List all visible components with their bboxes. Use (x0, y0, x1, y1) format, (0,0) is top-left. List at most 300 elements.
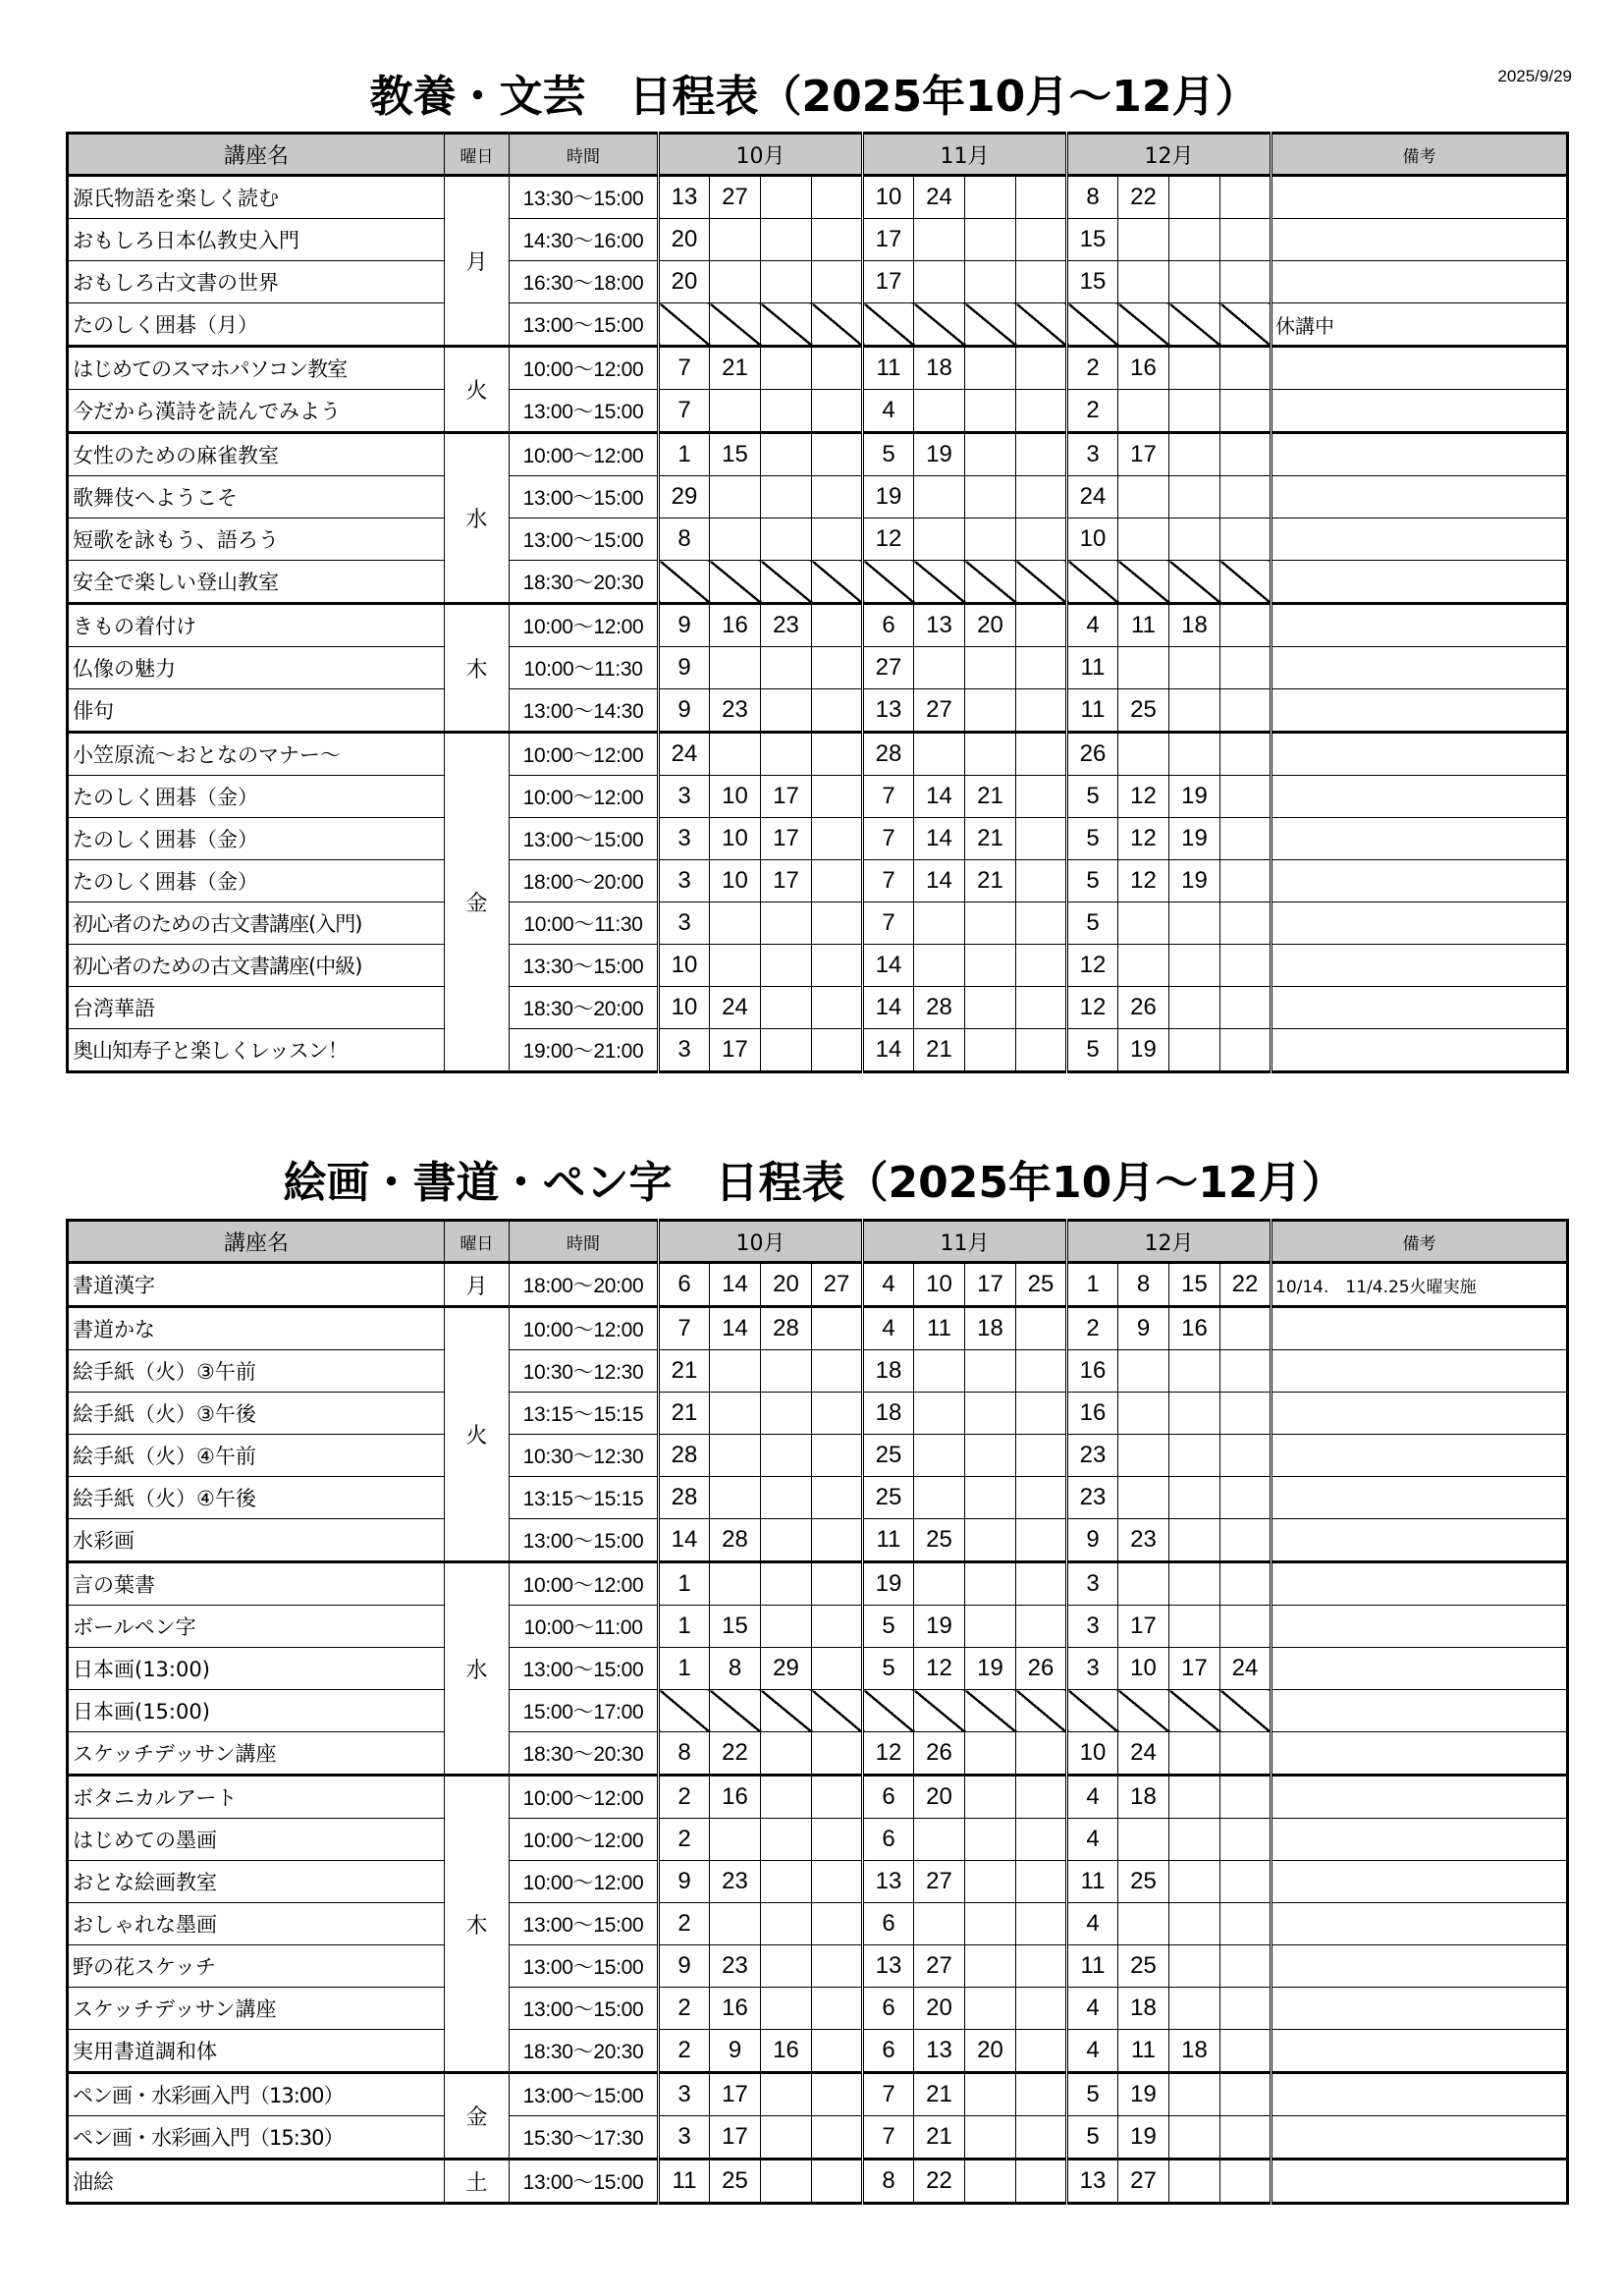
session-date: 10 (1067, 1732, 1118, 1776)
remarks-cell (1271, 219, 1568, 261)
session-date (965, 1562, 1016, 1606)
session-date (965, 987, 1016, 1029)
session-date (1016, 519, 1067, 561)
session-date (761, 1819, 812, 1861)
session-date: 5 (1067, 860, 1118, 902)
table-row (68, 987, 1568, 1029)
session-date: 7 (863, 776, 914, 818)
session-date (914, 1562, 965, 1606)
session-date: 1 (1067, 1263, 1118, 1307)
session-date (965, 1903, 1016, 1945)
session-date: 17 (1169, 1648, 1220, 1690)
session-date (812, 1307, 863, 1350)
session-date (710, 219, 761, 261)
session-date: 25 (863, 1435, 914, 1477)
session-date (1118, 945, 1169, 987)
session-date: 7 (863, 2073, 914, 2116)
session-date (1169, 261, 1220, 303)
session-date: 22 (710, 1732, 761, 1776)
course-name: ペン画・水彩画入門（15:30） (68, 2116, 445, 2159)
session-date: 19 (863, 1562, 914, 1606)
session-date: 11 (1067, 689, 1118, 733)
session-date: 21 (914, 2073, 965, 2116)
session-date: 14 (710, 1307, 761, 1350)
session-date: 27 (863, 647, 914, 689)
remarks-cell (1271, 561, 1568, 604)
session-date (761, 733, 812, 776)
session-date (914, 390, 965, 433)
remarks-cell (1271, 860, 1568, 902)
remarks-cell (1271, 1029, 1568, 1072)
header-remarks: 備考 (1271, 134, 1568, 176)
session-date: 23 (761, 604, 812, 647)
time-slot: 10:00～11:30 (510, 902, 659, 945)
schedule-table-painting-calligraphy (66, 1219, 1569, 2205)
remarks-cell (1271, 347, 1568, 390)
table-row (68, 1519, 1568, 1562)
session-date (1118, 733, 1169, 776)
session-date (1220, 1861, 1271, 1903)
remarks-cell (1271, 1477, 1568, 1519)
session-date (761, 561, 812, 604)
session-date: 5 (1067, 902, 1118, 945)
session-date (965, 2159, 1016, 2204)
session-date: 14 (914, 776, 965, 818)
session-date (1169, 2116, 1220, 2159)
session-date: 28 (761, 1307, 812, 1350)
session-date: 24 (710, 987, 761, 1029)
session-date (1016, 1350, 1067, 1393)
session-date: 9 (710, 2030, 761, 2073)
session-date: 1 (659, 1648, 710, 1690)
time-slot: 18:00～20:00 (510, 860, 659, 902)
time-slot: 10:30～12:30 (510, 1435, 659, 1477)
remarks-cell (1271, 987, 1568, 1029)
session-date: 9 (659, 1861, 710, 1903)
remarks-cell (1271, 1819, 1568, 1861)
session-date (1220, 390, 1271, 433)
session-date: 25 (1118, 1861, 1169, 1903)
session-date: 10 (1118, 1648, 1169, 1690)
header-month: 10月 (659, 134, 863, 176)
course-name: 台湾華語 (68, 987, 445, 1029)
session-date: 14 (863, 987, 914, 1029)
session-date: 16 (710, 1988, 761, 2030)
session-date (1118, 261, 1169, 303)
session-date (914, 219, 965, 261)
session-date (863, 303, 914, 347)
time-slot: 13:00～15:00 (510, 303, 659, 347)
session-date: 23 (1067, 1477, 1118, 1519)
table-row (68, 561, 1568, 604)
session-date (965, 561, 1016, 604)
session-date (761, 1903, 812, 1945)
time-slot: 13:00～14:30 (510, 689, 659, 733)
header-row (68, 134, 1568, 176)
session-date (914, 945, 965, 987)
session-date (812, 1819, 863, 1861)
session-date (710, 1350, 761, 1393)
session-date: 12 (1118, 860, 1169, 902)
session-date (1169, 219, 1220, 261)
session-date: 20 (965, 2030, 1016, 2073)
session-date: 27 (914, 1861, 965, 1903)
session-date (761, 347, 812, 390)
session-date (1220, 818, 1271, 860)
session-date: 24 (1220, 1648, 1271, 1690)
table-row (68, 1690, 1568, 1732)
session-date: 9 (1067, 1519, 1118, 1562)
session-date: 12 (1067, 987, 1118, 1029)
session-date (1169, 1861, 1220, 1903)
session-date (812, 1519, 863, 1562)
session-date (710, 647, 761, 689)
table-row (68, 2073, 1568, 2116)
course-name: 油絵 (68, 2159, 445, 2204)
session-date (812, 561, 863, 604)
session-date (812, 2159, 863, 2204)
time-slot: 16:30～18:00 (510, 261, 659, 303)
session-date: 17 (761, 860, 812, 902)
session-date (812, 1562, 863, 1606)
course-name: 日本画(15:00) (68, 1690, 445, 1732)
remarks-cell (1271, 2116, 1568, 2159)
course-name: 書道漢字 (68, 1263, 445, 1307)
session-date: 23 (710, 1861, 761, 1903)
session-date (965, 1519, 1016, 1562)
session-date (761, 689, 812, 733)
session-date (965, 1029, 1016, 1072)
session-date (1016, 476, 1067, 519)
session-date (965, 647, 1016, 689)
weekday-cell: 木 (445, 604, 510, 733)
session-date: 20 (761, 1263, 812, 1307)
table-row (68, 1393, 1568, 1435)
session-date (863, 1690, 914, 1732)
session-date (965, 1690, 1016, 1732)
session-date (965, 347, 1016, 390)
session-date (1220, 1029, 1271, 1072)
session-date: 21 (965, 860, 1016, 902)
remarks-cell (1271, 1519, 1568, 1562)
table-row (68, 1562, 1568, 1606)
remarks-cell (1271, 1648, 1568, 1690)
session-date: 24 (1118, 1732, 1169, 1776)
session-date (1067, 1690, 1118, 1732)
session-date (1169, 987, 1220, 1029)
table-row (68, 689, 1568, 733)
session-date: 26 (1016, 1648, 1067, 1690)
session-date (812, 1029, 863, 1072)
session-date (1016, 1519, 1067, 1562)
session-date: 14 (914, 860, 965, 902)
session-date: 5 (1067, 1029, 1118, 1072)
session-date (1016, 1945, 1067, 1988)
course-name: たのしく囲碁（月） (68, 303, 445, 347)
session-date (761, 647, 812, 689)
session-date (1169, 902, 1220, 945)
session-date (1118, 1562, 1169, 1606)
time-slot: 19:00～21:00 (510, 1029, 659, 1072)
session-date (1220, 733, 1271, 776)
session-date (1220, 347, 1271, 390)
course-name: 小笠原流～おとなのマナー～ (68, 733, 445, 776)
session-date (965, 1606, 1016, 1648)
weekday-cell: 金 (445, 733, 510, 1072)
session-date (1220, 1350, 1271, 1393)
session-date (965, 390, 1016, 433)
session-date (1016, 945, 1067, 987)
session-date: 4 (1067, 1903, 1118, 1945)
session-date (1016, 776, 1067, 818)
session-date: 13 (863, 1945, 914, 1988)
table-row (68, 945, 1568, 987)
section-title-liberal-arts: 教養・文芸 日程表（2025年10月～12月） (369, 72, 1259, 122)
session-date: 10 (659, 987, 710, 1029)
remarks-cell (1271, 2073, 1568, 2116)
table-row (68, 818, 1568, 860)
session-date (1220, 1776, 1271, 1819)
weekday-cell: 木 (445, 1776, 510, 2073)
session-date: 21 (659, 1350, 710, 1393)
session-date (761, 1562, 812, 1606)
session-date: 5 (1067, 2073, 1118, 2116)
session-date (1169, 303, 1220, 347)
time-slot: 13:15～15:15 (510, 1393, 659, 1435)
session-date: 22 (1220, 1263, 1271, 1307)
session-date (1016, 1606, 1067, 1648)
time-slot: 10:30～12:30 (510, 1350, 659, 1393)
session-date (1169, 519, 1220, 561)
session-date (812, 347, 863, 390)
session-date (1220, 689, 1271, 733)
session-date (1016, 1776, 1067, 1819)
session-date: 2 (1067, 347, 1118, 390)
session-date (710, 945, 761, 987)
course-name: 奥山知寿子と楽しくレッスン！ (68, 1029, 445, 1072)
session-date (914, 1903, 965, 1945)
session-date: 4 (1067, 1988, 1118, 2030)
session-date (1016, 1861, 1067, 1903)
session-date (1016, 1732, 1067, 1776)
course-name: おしゃれな墨画 (68, 1903, 445, 1945)
course-name: 歌舞伎へようこそ (68, 476, 445, 519)
course-name: 初心者のための古文書講座(中級) (68, 945, 445, 987)
session-date (761, 1029, 812, 1072)
session-date (1016, 1690, 1067, 1732)
session-date (1016, 1562, 1067, 1606)
session-date (914, 519, 965, 561)
session-date (1016, 1307, 1067, 1350)
session-date: 20 (965, 604, 1016, 647)
session-date (1169, 390, 1220, 433)
session-date (914, 647, 965, 689)
session-date (1016, 1435, 1067, 1477)
session-date: 6 (863, 1819, 914, 1861)
course-name: おもしろ古文書の世界 (68, 261, 445, 303)
session-date: 5 (1067, 2116, 1118, 2159)
session-date (1016, 561, 1067, 604)
weekday-cell: 土 (445, 2159, 510, 2204)
remarks-cell: 10/14. 11/4.25火曜実施 (1271, 1263, 1568, 1307)
session-date: 22 (914, 2159, 965, 2204)
session-date: 14 (914, 818, 965, 860)
session-date: 3 (659, 2073, 710, 2116)
session-date: 19 (863, 476, 914, 519)
course-name: 絵手紙（火）③午前 (68, 1350, 445, 1393)
session-date: 6 (863, 1903, 914, 1945)
session-date (1220, 1562, 1271, 1606)
weekday-cell: 火 (445, 1307, 510, 1562)
session-date: 16 (1118, 347, 1169, 390)
session-date (1118, 476, 1169, 519)
session-date: 28 (710, 1519, 761, 1562)
session-date: 13 (1067, 2159, 1118, 2204)
session-date (863, 561, 914, 604)
session-date (710, 1903, 761, 1945)
remarks-cell (1271, 902, 1568, 945)
course-name: はじめてのスマホパソコン教室 (68, 347, 445, 390)
session-date: 12 (863, 1732, 914, 1776)
session-date: 12 (1067, 945, 1118, 987)
session-date (1118, 303, 1169, 347)
session-date: 2 (659, 2030, 710, 2073)
session-date: 5 (863, 1648, 914, 1690)
session-date (761, 1519, 812, 1562)
session-date (965, 2116, 1016, 2159)
session-date (1016, 987, 1067, 1029)
session-date: 3 (1067, 1648, 1118, 1690)
session-date (965, 733, 1016, 776)
table-row (68, 1903, 1568, 1945)
session-date: 24 (1067, 476, 1118, 519)
session-date (812, 1776, 863, 1819)
session-date (1169, 1393, 1220, 1435)
session-date (1220, 945, 1271, 987)
session-date (1220, 2116, 1271, 2159)
session-date: 16 (1067, 1350, 1118, 1393)
header-weekday: 曜日 (445, 134, 510, 176)
session-date (1016, 390, 1067, 433)
time-slot: 10:00～12:00 (510, 776, 659, 818)
session-date (1220, 1606, 1271, 1648)
session-date: 28 (914, 987, 965, 1029)
table-row (68, 1776, 1568, 1819)
session-date: 25 (1016, 1263, 1067, 1307)
session-date (1016, 1393, 1067, 1435)
session-date: 22 (1118, 176, 1169, 219)
session-date (1016, 1029, 1067, 1072)
time-slot: 13:15～15:15 (510, 1477, 659, 1519)
session-date (812, 860, 863, 902)
session-date (812, 1690, 863, 1732)
remarks-cell (1271, 261, 1568, 303)
course-name: 安全で楽しい登山教室 (68, 561, 445, 604)
session-date: 28 (659, 1435, 710, 1477)
table-row (68, 347, 1568, 390)
session-date: 21 (659, 1393, 710, 1435)
session-date (965, 261, 1016, 303)
time-slot: 10:00～12:00 (510, 433, 659, 476)
session-date (1220, 1519, 1271, 1562)
session-date: 25 (1118, 689, 1169, 733)
session-date (965, 1350, 1016, 1393)
session-date (914, 1350, 965, 1393)
time-slot: 13:00～15:00 (510, 2073, 659, 2116)
table-row (68, 1606, 1568, 1648)
session-date (812, 176, 863, 219)
session-date (1220, 219, 1271, 261)
table-row (68, 647, 1568, 689)
session-date (1016, 261, 1067, 303)
session-date (761, 2073, 812, 2116)
header-month: 11月 (863, 1221, 1067, 1263)
table-row (68, 1945, 1568, 1988)
session-date: 19 (1118, 1029, 1169, 1072)
session-date: 7 (863, 2116, 914, 2159)
session-date (1016, 176, 1067, 219)
session-date (1169, 1945, 1220, 1988)
remarks-cell (1271, 176, 1568, 219)
session-date (1169, 647, 1220, 689)
table-row (68, 1263, 1568, 1307)
session-date: 18 (914, 347, 965, 390)
remarks-cell (1271, 945, 1568, 987)
session-date: 13 (914, 2030, 965, 2073)
session-date (761, 1945, 812, 1988)
course-name: 日本画(13:00) (68, 1648, 445, 1690)
session-date: 12 (914, 1648, 965, 1690)
session-date (812, 689, 863, 733)
session-date: 29 (761, 1648, 812, 1690)
table-row (68, 1648, 1568, 1690)
course-name: 女性のための麻雀教室 (68, 433, 445, 476)
remarks-cell (1271, 647, 1568, 689)
course-name: おもしろ日本仏教史入門 (68, 219, 445, 261)
table-row (68, 390, 1568, 433)
session-date (1220, 987, 1271, 1029)
section-title-painting-calligraphy: 絵画・書道・ペン字 日程表（2025年10月～12月） (283, 1158, 1345, 1208)
session-date (710, 476, 761, 519)
session-date: 11 (914, 1307, 965, 1350)
session-date: 8 (863, 2159, 914, 2204)
remarks-cell (1271, 1606, 1568, 1648)
session-date: 9 (1118, 1307, 1169, 1350)
session-date (1220, 1435, 1271, 1477)
session-date (1220, 433, 1271, 476)
time-slot: 10:00～11:30 (510, 647, 659, 689)
session-date (710, 519, 761, 561)
session-date (812, 1732, 863, 1776)
session-date: 21 (710, 347, 761, 390)
session-date (1016, 433, 1067, 476)
course-name: 言の葉書 (68, 1562, 445, 1606)
session-date: 11 (1118, 2030, 1169, 2073)
table-row (68, 1988, 1568, 2030)
course-name: 絵手紙（火）③午後 (68, 1393, 445, 1435)
session-date: 11 (1067, 1861, 1118, 1903)
session-date (1169, 1435, 1220, 1477)
time-slot: 10:00～12:00 (510, 1562, 659, 1606)
table-row (68, 776, 1568, 818)
session-date (812, 433, 863, 476)
session-date (1016, 1477, 1067, 1519)
remarks-cell (1271, 1307, 1568, 1350)
time-slot: 13:00～15:00 (510, 2159, 659, 2204)
session-date (761, 433, 812, 476)
session-date (965, 219, 1016, 261)
session-date: 3 (659, 1029, 710, 1072)
